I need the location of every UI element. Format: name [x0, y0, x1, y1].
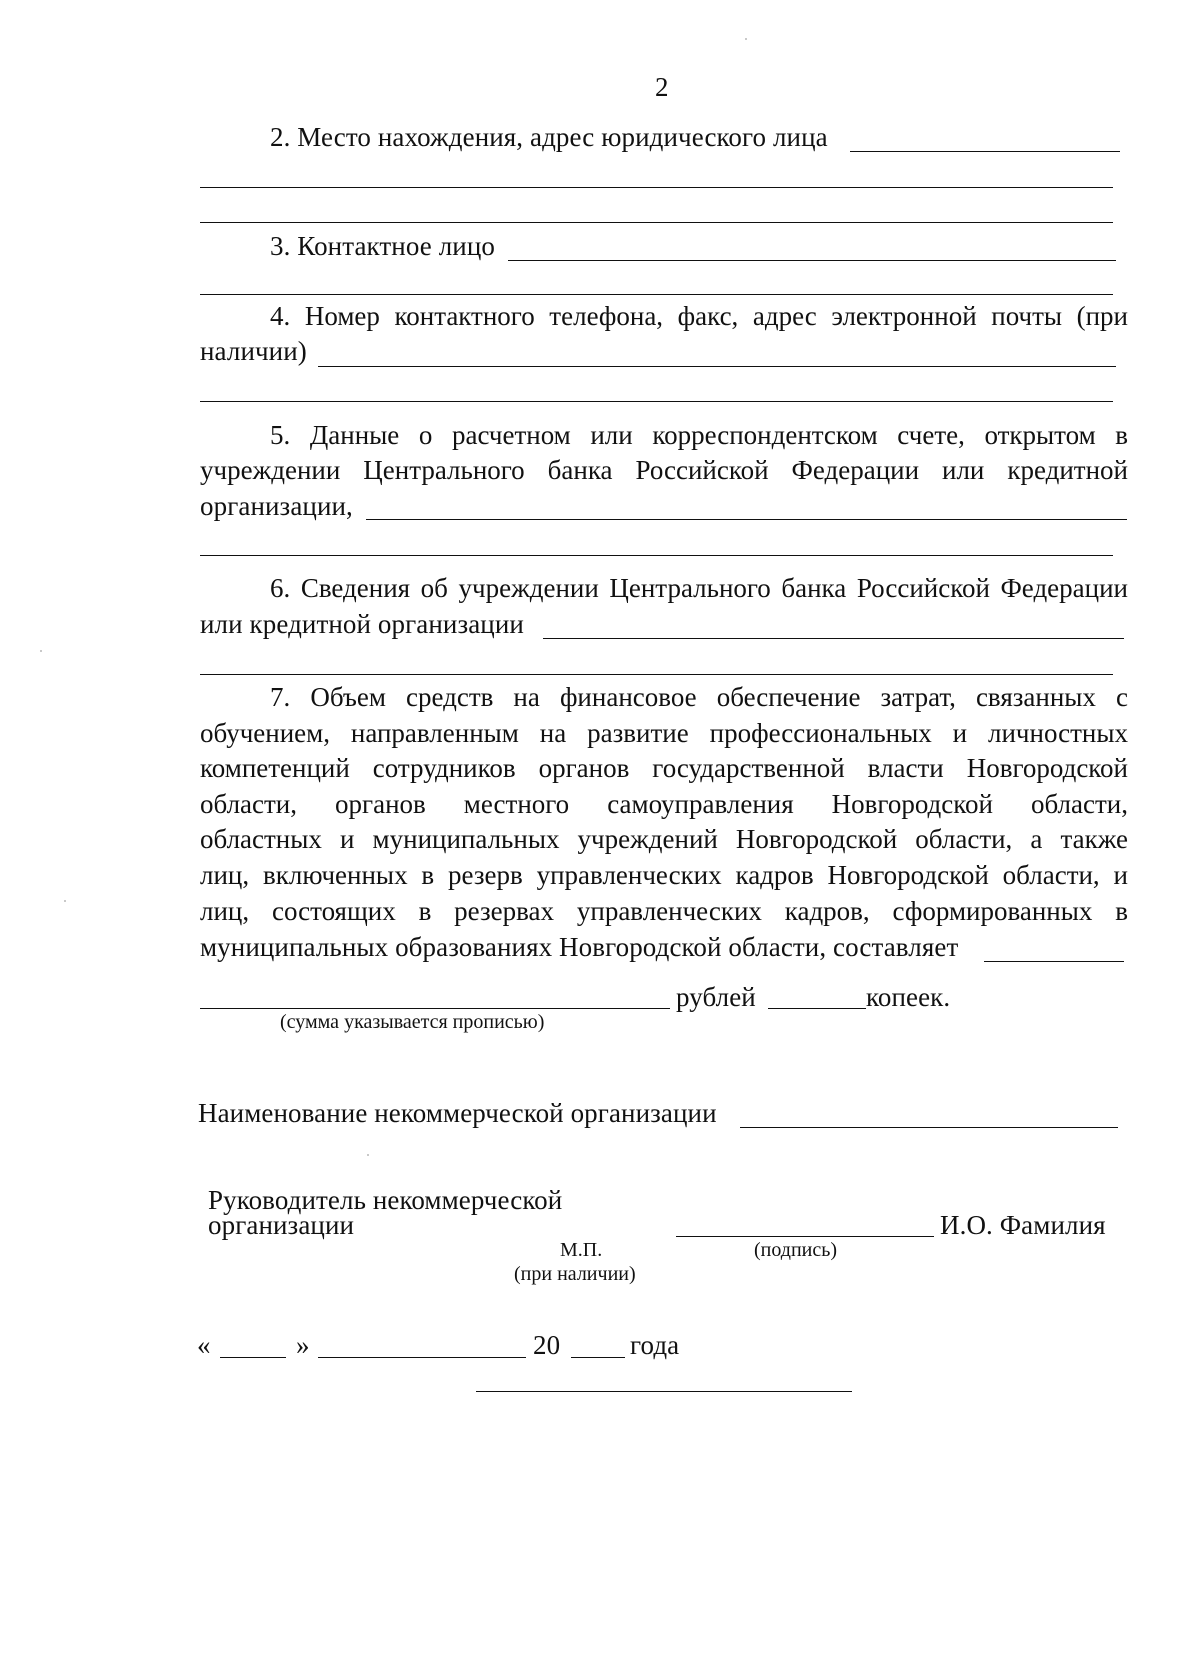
date-month-field[interactable] — [318, 1357, 526, 1358]
item-6-line-1: 6. Сведения об учреждении Центрального банка Российской Федерации — [270, 573, 1128, 603]
registration-line — [476, 1391, 852, 1392]
item-3-field-inline[interactable] — [508, 260, 1116, 261]
signature-field[interactable] — [676, 1236, 934, 1237]
item-4-line-1: 4. Номер контактного телефона, факс, адрес электронной почты (при — [270, 301, 1128, 331]
date-century: 20 — [533, 1330, 561, 1360]
item-5-field-inline[interactable] — [366, 519, 1127, 520]
signature-hint: (подпись) — [754, 1239, 838, 1261]
date-day-field[interactable] — [220, 1357, 286, 1358]
head-title-line-1: Руководитель некоммерческой — [208, 1185, 563, 1215]
item-2-label: 2. Место нахождения, адрес юридического лица — [270, 122, 828, 152]
item-7-line-1: 7. Объем средств на финансовое обеспечение затрат, связанных с — [270, 682, 1128, 712]
item-3-field-line-2[interactable] — [200, 294, 1113, 295]
item-7-line-4: области, органов местного самоуправления Новгородской области, — [200, 789, 1128, 819]
head-name: И.О. Фамилия — [940, 1210, 1106, 1240]
kopecks-label: копеек. — [866, 982, 951, 1012]
item-5-field-line-2[interactable] — [200, 555, 1113, 556]
item-2-field-inline[interactable] — [850, 151, 1120, 152]
date-year-field[interactable] — [571, 1357, 625, 1358]
org-name-field[interactable] — [740, 1127, 1118, 1128]
item-7-line-2: обучением, направленным на развитие профессиональных и личностных — [200, 718, 1128, 748]
amount-in-words-field[interactable] — [200, 1008, 670, 1009]
item-4-line-2: наличии) — [200, 336, 307, 366]
scan-artifact — [367, 1154, 369, 1156]
item-5-line-3: организации, — [200, 491, 353, 521]
item-6-field-inline[interactable] — [543, 638, 1124, 639]
stamp-label: М.П. — [560, 1239, 603, 1261]
item-7-amount-inline-field[interactable] — [984, 961, 1124, 962]
page-number: 2 — [655, 72, 669, 102]
date-year-word: года — [630, 1330, 680, 1360]
item-4-field-inline[interactable] — [318, 366, 1116, 367]
item-7-line-3: компетенций сотрудников органов государственной власти Новгородской — [200, 753, 1128, 783]
item-3-label: 3. Контактное лицо — [270, 231, 495, 261]
stamp-note: (при наличии) — [514, 1263, 636, 1285]
item-4-field-line-2[interactable] — [200, 401, 1113, 402]
item-7-line-6: лиц, включенных в резерв управленческих кадров Новгородской области, и — [200, 860, 1128, 890]
rubles-label: рублей — [676, 982, 756, 1012]
item-6-line-2: или кредитной организации — [200, 609, 524, 639]
kopecks-field[interactable] — [768, 1008, 866, 1009]
scan-artifact — [745, 38, 747, 40]
item-5-line-1: 5. Данные о расчетном или корреспондентском счете, открытом в — [270, 420, 1128, 450]
org-name-label: Наименование некоммерческой организации — [198, 1098, 717, 1128]
head-title-line-2: организации — [208, 1210, 355, 1240]
item-7-line-7: лиц, состоящих в резервах управленческих кадров, сформированных в — [200, 896, 1128, 926]
scan-artifact — [64, 900, 66, 902]
item-2-field-line-3[interactable] — [200, 222, 1113, 223]
item-5-line-2: учреждении Центрального банка Российской Федерации или кредитной — [200, 455, 1128, 485]
item-7-line-5: областных и муниципальных учреждений Новгородской области, а также — [200, 824, 1128, 854]
item-2-field-line-2[interactable] — [200, 187, 1113, 188]
item-6-field-line-2[interactable] — [200, 674, 1113, 675]
date-open-quote: « — [197, 1330, 211, 1360]
amount-hint: (сумма указывается прописью) — [280, 1011, 545, 1033]
scan-artifact — [40, 650, 42, 652]
date-close-quote: » — [296, 1330, 310, 1360]
item-7-line-8: муниципальных образованиях Новгородской области, составляет — [200, 932, 959, 962]
